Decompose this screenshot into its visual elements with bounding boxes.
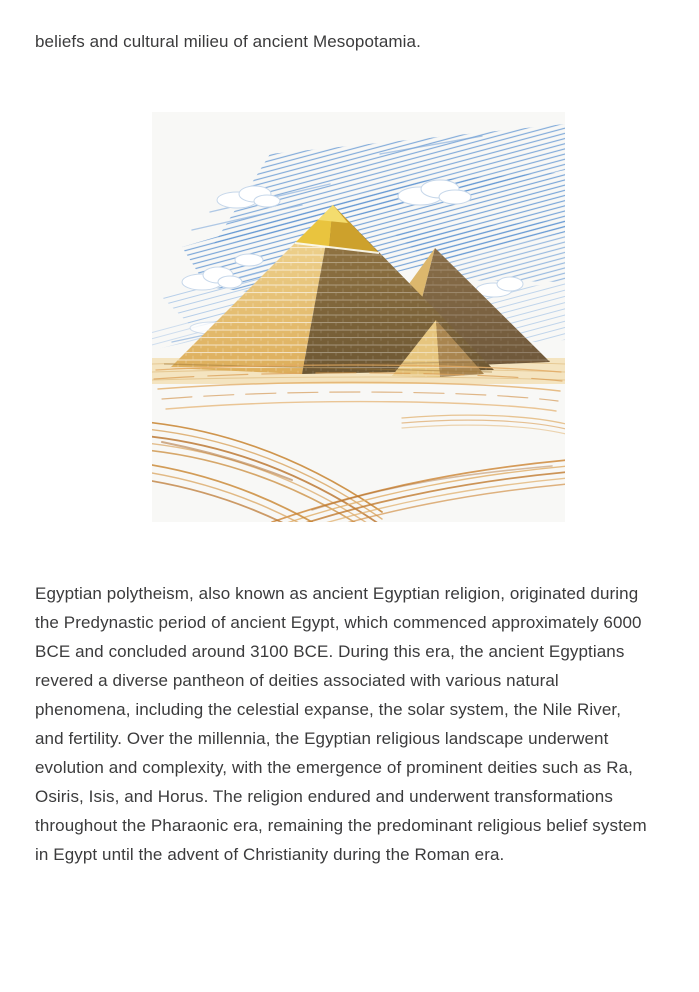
- body-paragraph: Egyptian polytheism, also known as ancient Egyptian religion, originated during the Predynastic period of ancient Egypt, which commenced approximately 6000 BCE and concluded around 3100 BCE. During this era, the ancient Egyptians revered a diverse pantheon of deities associated with various natural phenomena, including the celestial expanse, the solar system, the Nile River, and fertility. Over the millennia, the Egyptian religious landscape underwent evolution and complexity, with the emergence of prominent deities such as Ra, Osiris, Isis, and Horus. The religion endured and underwent transformations throughout the Pharaonic era, remaining the predominant religious belief system in Egypt until the advent of Christianity during the Roman era.: [35, 584, 647, 864]
- intro-paragraph: beliefs and cultural milieu of ancient Mesopotamia.: [35, 32, 421, 51]
- giza-pyramids-illustration[interactable]: [152, 112, 565, 522]
- pyramids-figure: [35, 112, 649, 522]
